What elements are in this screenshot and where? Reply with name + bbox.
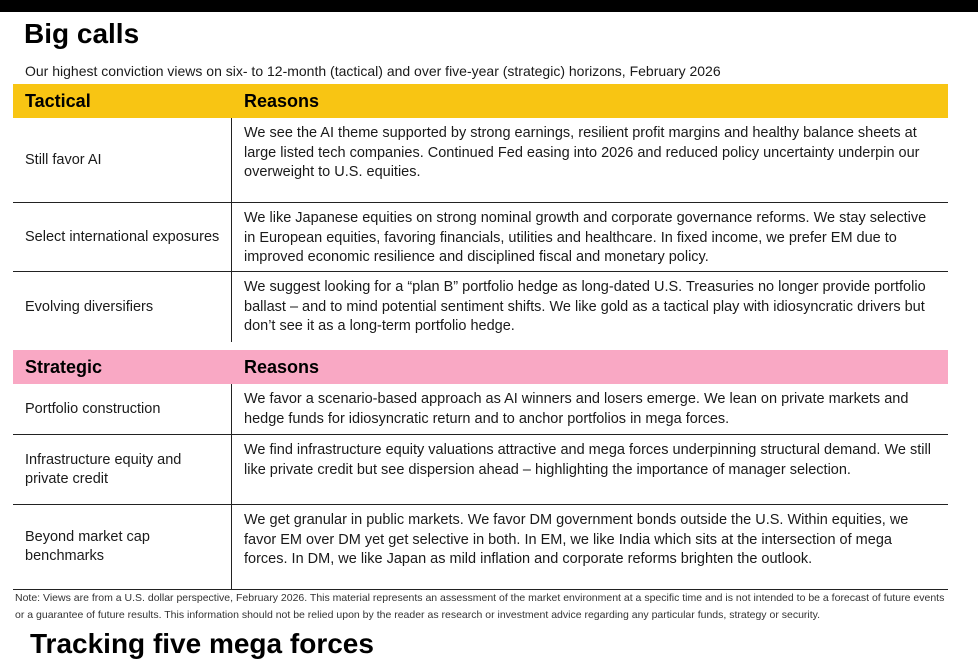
row-label: Select international exposures xyxy=(25,228,220,245)
strategic-header-row xyxy=(13,350,948,384)
row-reason: We like Japanese equities on strong nominal growth and corporate governance reforms. We stay selective in European equities, favoring financials, utilities and healthcare. In fixed income, we prefer EM due to improved economic resilience and disciplined fiscal and monetary policy. xyxy=(231,203,948,271)
tactical-header-row xyxy=(13,84,948,118)
table-row xyxy=(13,384,948,435)
big-calls-table xyxy=(13,84,948,590)
row-reason: We find infrastructure equity valuations attractive and mega forces underpinning structural demand. We still like private credit but see dispersion ahead – highlighting the importance of manager selection. xyxy=(231,435,948,504)
next-section-title: Tracking five mega forces xyxy=(30,628,374,659)
tactical-header: Tactical xyxy=(25,90,91,111)
tactical-reasons-header: Reasons xyxy=(244,90,320,111)
row-label: Still favor AI xyxy=(25,151,102,168)
top-bar xyxy=(0,0,978,12)
row-reason: We get granular in public markets. We favor DM government bonds outside the U.S. Within equities, we favor EM over DM yet get selective in both. In EM, we like India which sits at the intersection of mega forces. In DM, we like Japan as mild inflation and corporate reforms brighten the outlook. xyxy=(231,505,948,589)
row-label: Beyond market cap benchmarks xyxy=(25,529,150,564)
row-reason: We see the AI theme supported by strong earnings, resilient profit margins and healthy balance sheets at large listed tech companies. Continued Fed easing into 2026 and reduced policy uncertainty underpin our overweight to U.S. equities. xyxy=(231,118,948,202)
row-reason: We favor a scenario-based approach as AI winners and losers emerge. We lean on private markets and hedge funds for idiosyncratic return and to anchor portfolios in mega forces. xyxy=(231,384,948,434)
page-subtitle: Our highest conviction views on six- to 12-month (tactical) and over five-year (strategic) horizons, February 2026 xyxy=(25,63,721,79)
table-row xyxy=(13,118,948,203)
row-label: Infrastructure equity and private credit xyxy=(25,451,182,487)
strategic-reasons-header: Reasons xyxy=(244,356,320,377)
page-title: Big calls xyxy=(24,18,140,49)
strategic-header: Strategic xyxy=(25,356,103,377)
table-row xyxy=(13,272,948,342)
row-label: Evolving diversifiers xyxy=(25,298,154,315)
row-label: Portfolio construction xyxy=(25,400,161,417)
row-reason: We suggest looking for a “plan B” portfolio hedge as long-dated U.S. Treasuries no longer provide portfolio ballast – and to mind potential sentiment shifts. We like gold as a tactical play with idiosyncratic drivers but don’t see it as a long-term portfolio hedge. xyxy=(231,272,948,342)
table-row xyxy=(13,435,948,505)
footnote: Note: Views are from a U.S. dollar perspective, February 2026. This material represents an assessment of the market environment at a specific time and is not intended to be a forecast of future events or a guarantee of future results. This information should not be relied upon by the reader as research or investment advice regarding any particular funds, strategy or security. xyxy=(15,592,945,621)
table-row xyxy=(13,203,948,272)
table-row xyxy=(13,505,948,590)
